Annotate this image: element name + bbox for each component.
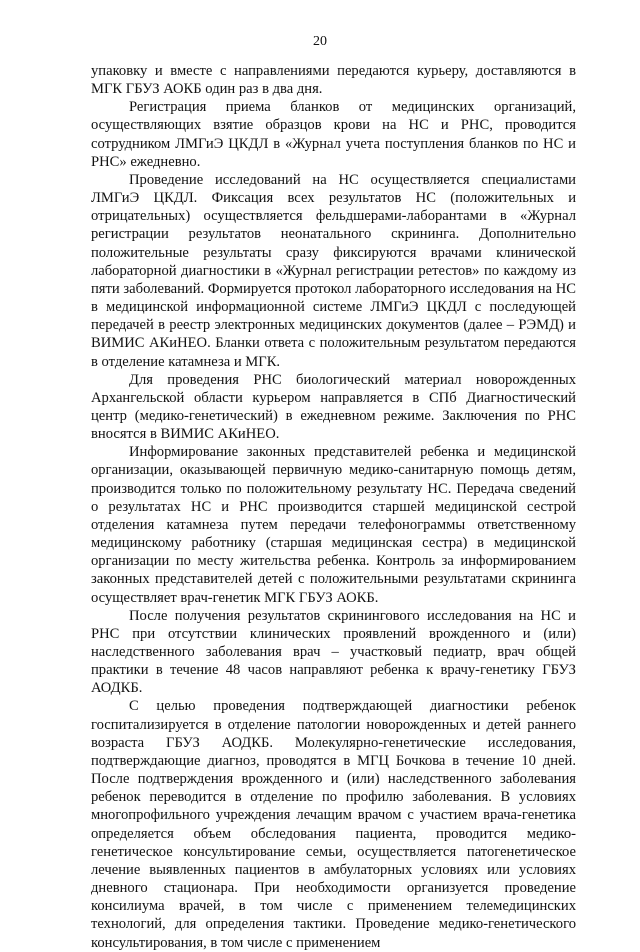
document-body (91, 62, 576, 952)
paragraph-form-registration: Регистрация приема бланков от медицинских организаций, осуществляющих взятие образцов крови на НС и РНС, проводится сотрудником ЛМГиЭ ЦКДЛ в «Журнал учета поступления бланков по НС и РНС» ежедневно. (91, 99, 576, 170)
paragraph-confirmatory-diagnostics: С целью проведения подтверждающей диагностики ребенок госпитализируется в отделение патологии новорожденных и детей раннего возраста ГБУЗ АОДКБ. Молекулярно-генетические исследования, подтверждающие диагноз, проводятся в МГЦ Бочкова в течение 10 дней. После подтверждения врожденного и (или) наследственного заболевания ребенок переводится в отделение по профилю заболевания. В условиях многопрофильного учреждения лечащим врачом с участием врача-генетика определяется объем обследования пациента, проводится медико-генетическое консультирование семьи, осуществляется патогенетическое лечение выявленных пациентов в амбулаторных условиях или условиях дневного стационара. При необходимости организуется проведение консилиума врачей, в том числе с применением телемедицинских технологий, для определения тактики. Проведение медико-генетического консультирования, в том числе с применением (91, 698, 576, 951)
paragraph-informing: Информирование законных представителей ребенка и медицинской организации, оказывающей первичную медико-санитарную помощь детям, производится только по положительному результату НС. Передача сведений о результатах НС и РНС производится старшей медицинской сестрой отделения катамнеза путем передачи телефонограммы ответственному медицинскому работнику (старшая медицинская сестра) в медицинской организации по месту жительства ребенка. Контроль за информированием законных представителей детей с положительными результатами скрининга осуществляет врач-генетик МГК ГБУЗ АОКБ. (91, 444, 576, 606)
paragraph-after-results: После получения результатов скринингового исследования на НС и РНС при отсутствии клинических проявлений врожденного и (или) наследственного заболевания врач – участковый педиатр, врач общей практики в течение 48 часов направляют ребенка к врачу-генетику ГБУЗ АОДКБ. (91, 607, 576, 697)
paragraph-courier-delivery: упаковку и вместе с направлениями передаются курьеру, доставляются в МГК ГБУЗ АОКБ один раз в два дня. (91, 63, 576, 98)
paragraph-ns-research: Проведение исследований на НС осуществляется специалистами ЛМГиЭ ЦКДЛ. Фиксация всех результатов НС (положительных и отрицательных) осуществляется фельдшерами-лаборантами в «Журнал регистрации результатов неонатального скрининга. Дополнительно положительные результаты сразу фиксируются врачами клинической лабораторной диагностики в «Журнал регистрации ретестов» по каждому из пяти заболеваний. Формируется протокол лабораторного исследования на НС в медицинской информационной системе ЛМГиЭ ЦКДЛ с последующей передачей в реестр электронных медицинских документов (далее – РЭМД) и ВИМИС АКиНЕО. Бланки ответа с положительным результатом передаются в отделение катамнеза и МГК. (91, 171, 576, 370)
paragraph-rns-material: Для проведения РНС биологический материал новорожденных Архангельской области курьером направляется в СПб Диагностический центр (медико-генетический) в ежедневном режиме. Заключения по РНС вносятся в ВИМИС АКиНЕО. (91, 371, 576, 443)
page-number: 20 (313, 34, 327, 49)
